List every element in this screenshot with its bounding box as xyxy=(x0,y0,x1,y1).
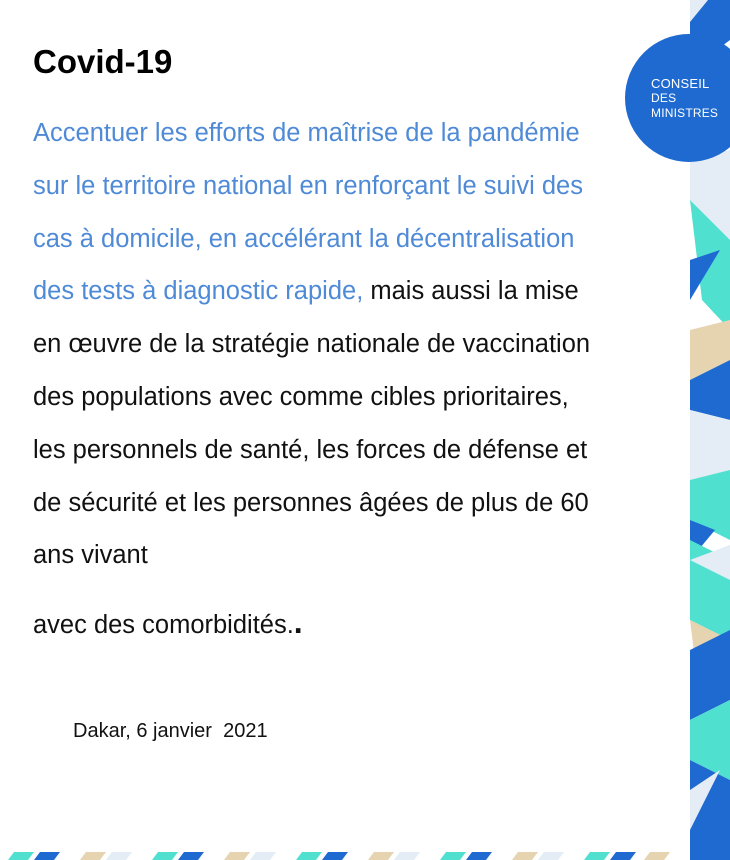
badge-line-1: CONSEIL xyxy=(651,76,710,91)
body-text xyxy=(33,107,593,645)
body-highlight-text: Accentuer les efforts de maîtrise de la pandémie sur le territoire national en renforçant le suivi des cas à domicile, en accélérant la décentralisation des tests à diagnostic rapide, xyxy=(33,119,583,306)
page-title: Covid-19 xyxy=(33,43,173,80)
body-period: . xyxy=(293,604,303,641)
body-last-line xyxy=(33,602,593,645)
date-line: Dakar, 6 janvier 2021 xyxy=(73,720,268,742)
body-last-text: avec des comorbidités. xyxy=(33,611,294,640)
decorative-bottom-border xyxy=(0,835,690,860)
conseil-des-ministres-badge xyxy=(625,34,730,162)
body-rest-text: mais aussi la mise en œuvre de la stratégie nationale de vaccination des populations avec comme cibles prioritaires, les personnels de santé, les forces de défense et de sécurité et les personnes âgées de plus de 60 ans vivant xyxy=(33,277,591,570)
badge-line-2: DES xyxy=(651,91,677,105)
badge-line-3: MINISTRES xyxy=(651,106,719,120)
